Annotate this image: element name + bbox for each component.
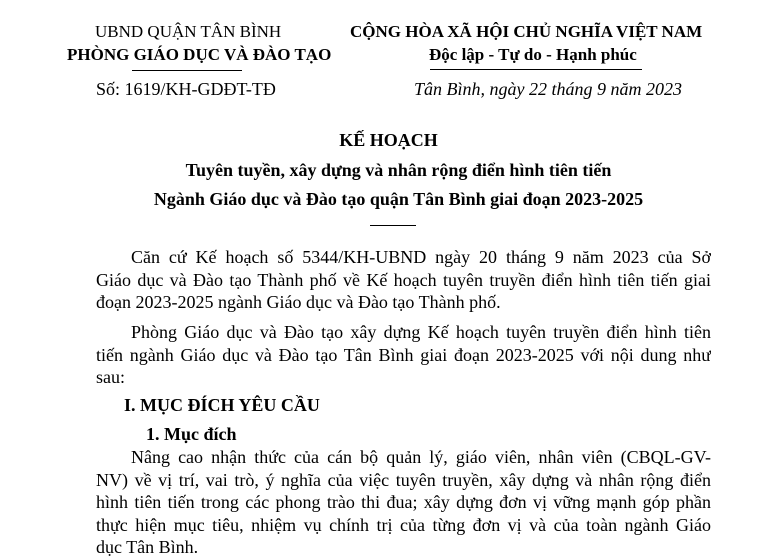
document-title-line1: Tuyên tuyền, xây dựng và nhân rộng điển hình tiên tiến xyxy=(185,160,612,180)
subsection-heading: 1. Mục đích xyxy=(146,424,237,444)
paragraph-purpose xyxy=(96,446,711,559)
paragraph-line: hình tiên tiến trong các phong trào thi đua; xây dựng đơn vị vững mạnh góp phần xyxy=(96,492,711,512)
paragraph-basis xyxy=(96,246,711,314)
document-type: KẾ HOẠCH xyxy=(339,130,438,150)
paragraph-line: Căn cứ Kế hoạch số 5344/KH-UBND ngày 20 tháng 9 năm 2023 của Sở xyxy=(131,247,711,267)
paragraph-line: dục Tân Bình. xyxy=(96,537,199,557)
national-motto: Độc lập - Tự do - Hạnh phúc xyxy=(429,45,637,64)
issuer-authority: UBND QUẬN TÂN BÌNH xyxy=(95,22,282,41)
paragraph-line: thực hiện mục tiêu, nhiệm vụ chính trị của từng đơn vị và của toàn ngành Giáo xyxy=(96,514,711,535)
motto-underline xyxy=(430,69,642,70)
paragraph-line: NV) về vị trí, vai trò, ý nghĩa của việc tuyên truyền, xây dựng và nhân rộng điển xyxy=(96,469,711,490)
document-title-line2: Ngành Giáo dục và Đào tạo quận Tân Bình giai đoạn 2023-2025 xyxy=(153,189,644,209)
paragraph-line: sau: xyxy=(96,367,125,387)
issuer-department: PHÒNG GIÁO DỤC VÀ ĐÀO TẠO xyxy=(67,45,332,64)
place-and-date: Tân Bình, ngày 22 tháng 9 năm 2023 xyxy=(414,79,682,99)
paragraph-line: Nâng cao nhận thức của cán bộ quản lý, giáo viên, nhân viên (CBQL-GV- xyxy=(131,447,711,467)
paragraph-line: tiến ngành Giáo dục và Đào tạo Tân Bình giai đoạn 2023-2025 với nội dung như xyxy=(96,344,711,365)
paragraph-line: Giáo dục và Đào tạo Thành phố về Kế hoạch tuyên truyền điển hình tiên tiến giai xyxy=(96,269,711,290)
national-title: CỘNG HÒA XÃ HỘI CHỦ NGHĨA VIỆT NAM xyxy=(350,22,703,41)
document-number: Số: 1619/KH-GDĐT-TĐ xyxy=(96,79,276,99)
paragraph-line: đoạn 2023-2025 ngành Giáo dục và Đào tạo Thành phố. xyxy=(96,292,501,312)
title-separator xyxy=(370,225,416,226)
section-heading: I. MỤC ĐÍCH YÊU CẦU xyxy=(124,395,320,415)
paragraph-intro xyxy=(96,321,711,389)
paragraph-line: Phòng Giáo dục và Đào tạo xây dựng Kế hoạch tuyên truyền điển hình tiên xyxy=(131,322,711,342)
issuer-underline xyxy=(132,70,242,71)
